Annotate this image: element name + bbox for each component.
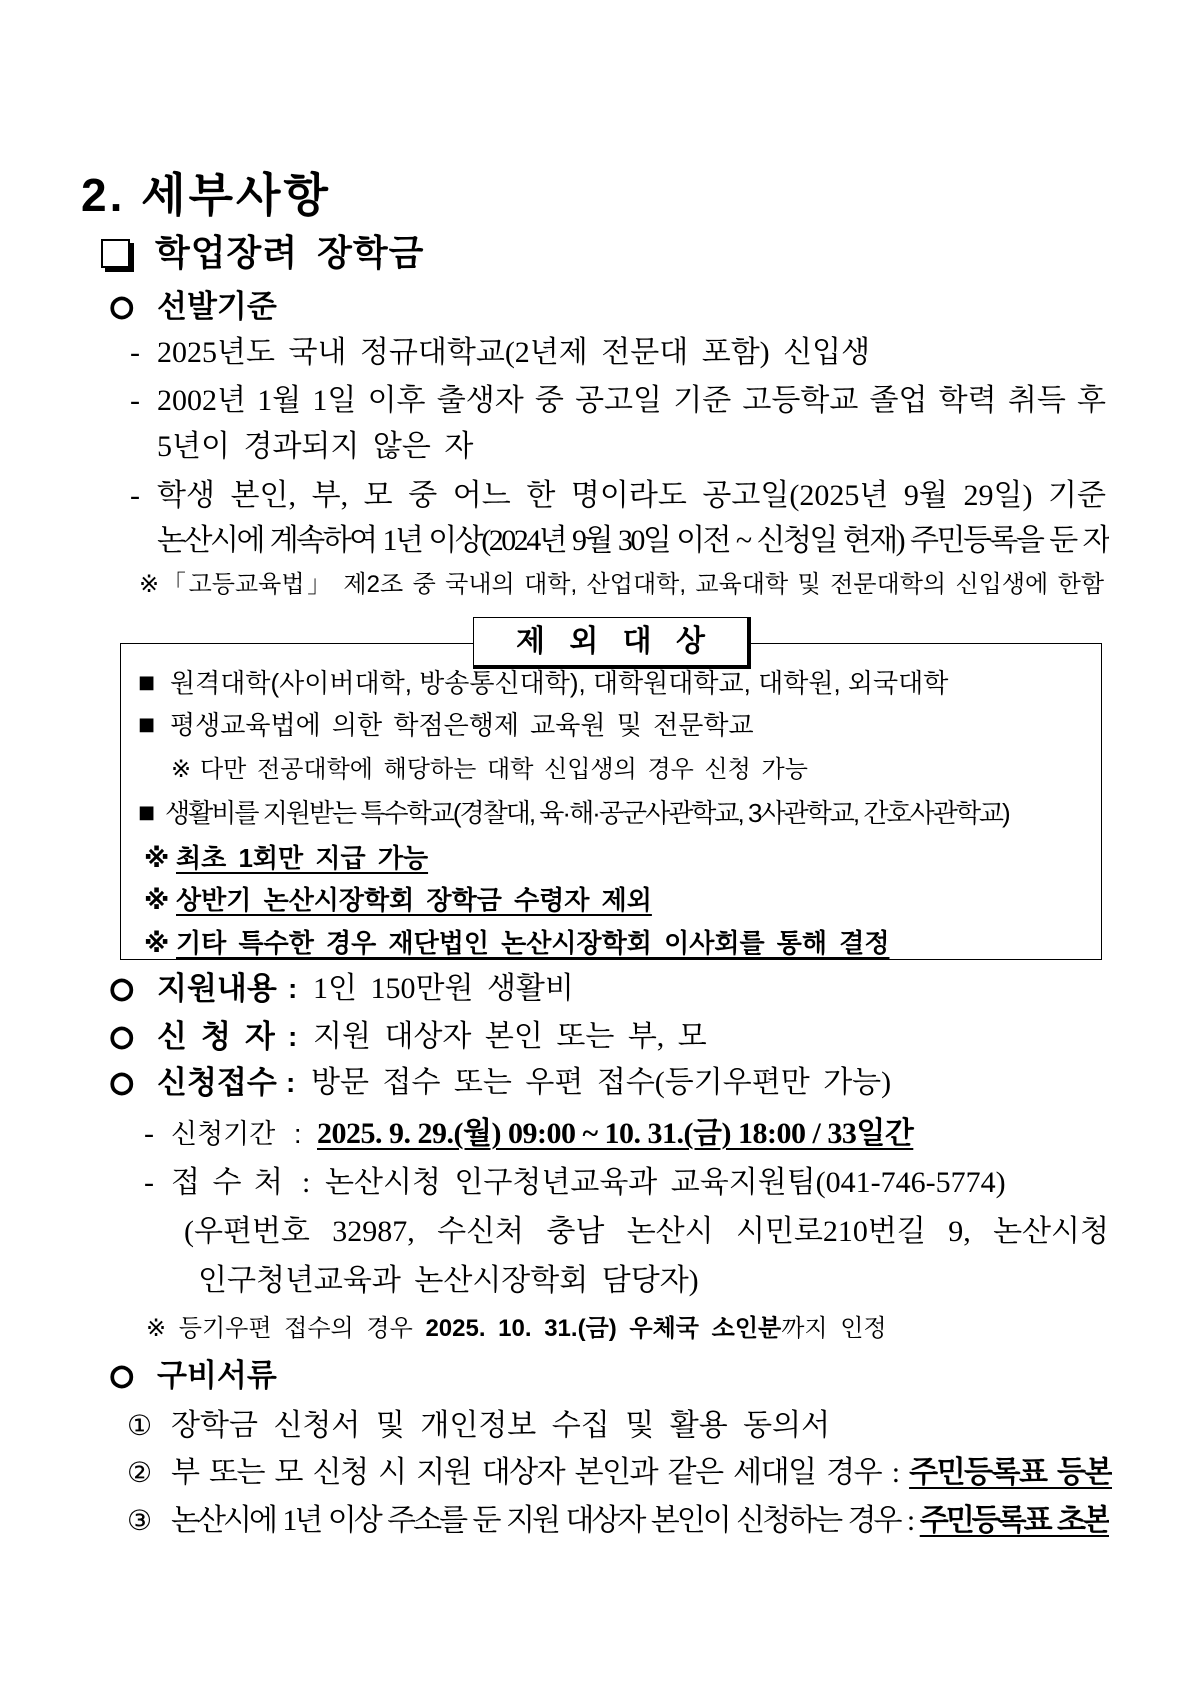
- submission-separator: :: [286, 1067, 296, 1098]
- scholarship-title: 학업장려 장학금: [155, 232, 425, 273]
- criteria-item-dash: -: [130, 384, 140, 417]
- office-value: 논산시청 인구청년교육과 교육지원팀(041-746-5774): [325, 1166, 1006, 1199]
- criteria-item-text-continued: 5년이 경과되지 않은 자: [157, 430, 474, 463]
- document-item-text: 논산시에 1년 이상 주소를 둔 지원 대상자 본인이 신청하는 경우: [171, 1504, 900, 1537]
- document-item-separator: :: [906, 1504, 913, 1537]
- support-bullet: ○: [110, 973, 134, 1004]
- criteria-item-text: 학생 본인, 부, 모 중 어느 한 명이라도 공고일(2025년 9월 29일) 기준: [157, 479, 1106, 512]
- criteria-title: 선발기준: [157, 289, 277, 324]
- exclusion-note: 상반기 논산시장학회 장학금 수령자 제외: [176, 885, 652, 915]
- exclusion-note: 기타 특수한 경우 재단법인 논산시장학회 이사회를 통해 결정: [176, 928, 890, 958]
- criteria-item-dash: -: [130, 336, 140, 369]
- documents-bullet: ○: [110, 1360, 134, 1391]
- criteria-note: [139, 565, 1104, 605]
- note-text: 「고등교육법」 제2조 중 국내의 대학, 산업대학, 교육대학 및 전문대학의 신입생에 한함: [161, 571, 1104, 598]
- document-item-text: 부 또는 모 신청 시 지원 대상자 본인과 같은 세대일 경우: [171, 1456, 882, 1489]
- office-address-line: 인구청년교육과 논산시장학회 담당자): [198, 1264, 699, 1297]
- document-item: [171, 1501, 1109, 1541]
- exclusion-box-title: 제 외 대 상: [473, 617, 751, 669]
- applicant-separator: :: [288, 1021, 298, 1052]
- office-dash: -: [144, 1166, 154, 1199]
- exclusion-note-mark: ※: [144, 928, 170, 958]
- note-mark: ※: [146, 1315, 167, 1342]
- submission-bullet: ○: [110, 1067, 134, 1098]
- document-number: ③: [127, 1504, 153, 1537]
- support-value: 1인 150만원 생활비: [313, 972, 574, 1005]
- exclusion-item-mark: ■: [138, 714, 156, 735]
- criteria-item-text: 2002년 1월 1일 이후 출생자 중 공고일 기준 고등학교 졸업 학력 취득 후: [157, 384, 1106, 417]
- period-dash: -: [144, 1117, 154, 1150]
- document-required: 주민등록표 초본: [919, 1504, 1109, 1537]
- office-address-line: (우편번호 32987, 수신처 충남 논산시 시민로210번길 9, 논산시청: [184, 1215, 1109, 1248]
- document-item: [171, 1453, 1112, 1493]
- submission-value: 방문 접수 또는 우편 접수(등기우편만 가능): [311, 1066, 892, 1099]
- exclusion-note: 최초 1회만 지급 가능: [176, 843, 429, 873]
- exclusion-item: 평생교육법에 의한 학점은행제 교육원 및 전문학교: [170, 710, 754, 740]
- exclusion-item-note: 다만 전공대학에 해당하는 대학 신입생의 경우 신청 가능: [200, 756, 808, 783]
- period-separator: :: [294, 1119, 302, 1149]
- exclusion-note-mark: ※: [144, 885, 170, 915]
- note-text-after: 까지 인정: [781, 1315, 887, 1342]
- registered-mail-note: [146, 1309, 1106, 1349]
- criteria-bullet: ○: [110, 291, 134, 322]
- exclusion-item: 원격대학(사이버대학, 방송통신대학), 대학원대학교, 대학원, 외국대학: [170, 668, 949, 698]
- document-item: 장학금 신청서 및 개인정보 수집 및 활용 동의서: [171, 1409, 831, 1442]
- document-number: ②: [127, 1456, 153, 1489]
- shadowed-square-icon: [101, 239, 130, 268]
- criteria-item-text-continued: 논산시에 계속하여 1년 이상(2024년 9월 30일 이전 ~ 신청일 현재) 주민등록을 둔 자: [157, 524, 1109, 557]
- applicant-bullet: ○: [110, 1021, 134, 1052]
- exclusion-note-mark: ※: [144, 843, 170, 873]
- submission-label: 신청접수: [157, 1065, 277, 1100]
- exclusion-item-mark: ■: [138, 672, 156, 693]
- document-number: ①: [127, 1409, 153, 1442]
- exclusion-item: 생활비를 지원받는 특수학교(경찰대, 육·해·공군사관학교, 3사관학교, 간호사관학교): [165, 798, 1009, 828]
- note-text: 등기우편 접수의 경우: [178, 1315, 413, 1342]
- period-value: 2025. 9. 29.(월) 09:00 ~ 10. 31.(금) 18:00 / 33일간: [317, 1117, 914, 1150]
- period-label: 신청기간: [171, 1119, 276, 1149]
- support-label: 지원내용: [157, 971, 277, 1006]
- exclusion-item-mark: ※: [171, 756, 192, 783]
- support-separator: :: [288, 973, 298, 1004]
- note-deadline: 2025. 10. 31.(금) 우체국 소인분: [425, 1315, 782, 1342]
- exclusion-item-mark: ■: [138, 802, 156, 823]
- section-heading: 2. 세부사항: [81, 169, 331, 221]
- applicant-label: 신 청 자: [157, 1019, 275, 1054]
- criteria-item-dash: -: [130, 479, 140, 512]
- criteria-item-text: 2025년도 국내 정규대학교(2년제 전문대 포함) 신입생: [157, 336, 871, 369]
- office-separator: :: [302, 1166, 311, 1199]
- documents-title: 구비서류: [157, 1358, 277, 1393]
- document-item-separator: :: [891, 1456, 899, 1489]
- note-mark: ※: [139, 571, 162, 598]
- applicant-value: 지원 대상자 본인 또는 부, 모: [313, 1020, 707, 1053]
- document-required: 주민등록표 등본: [909, 1456, 1112, 1489]
- office-label: 접 수 처: [171, 1166, 283, 1199]
